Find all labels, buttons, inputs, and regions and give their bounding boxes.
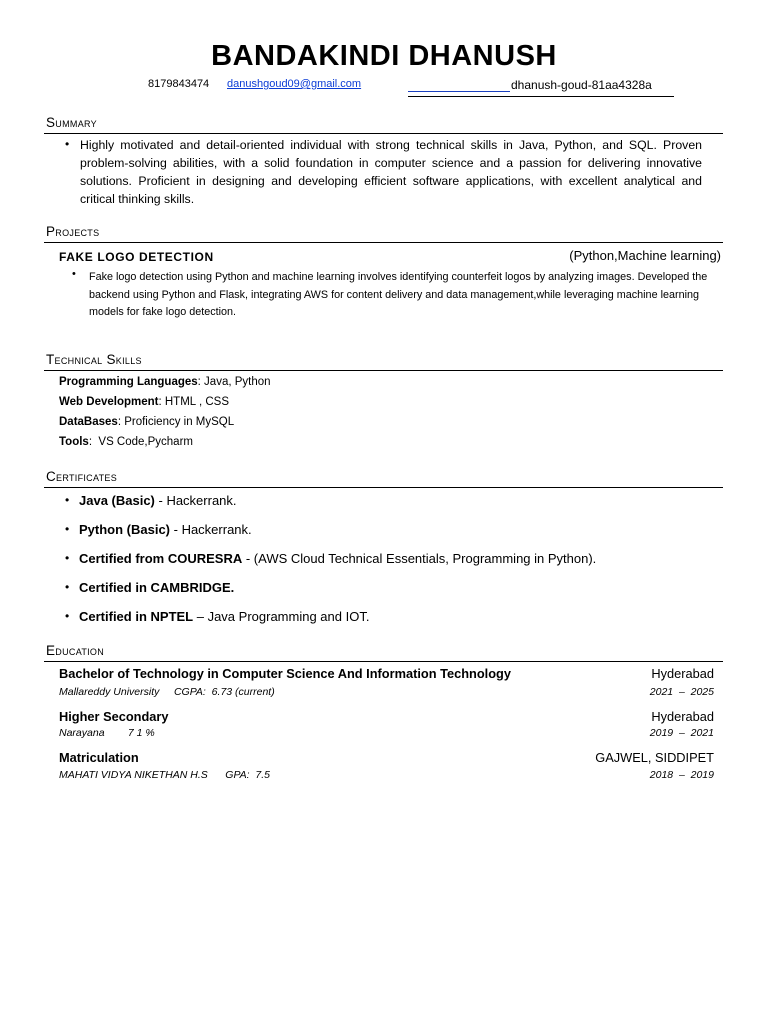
certificate-bullet: • (65, 551, 70, 565)
education-dates: 2021 – 2025 (649, 686, 714, 698)
section-rule-skills (44, 370, 723, 371)
section-rule-projects (44, 242, 723, 243)
certificate-bullet: • (65, 580, 70, 594)
section-title-education: Education (46, 643, 105, 658)
certificate-item: Python (Basic) - Hackerrank. (79, 522, 252, 537)
summary-bullet: • (65, 137, 70, 151)
education-detail: MAHATI VIDYA NIKETHAN H.S GPA: 7.5 (59, 769, 271, 781)
candidate-name: BANDAKINDI DHANUSH (211, 40, 557, 72)
certificate-bullet: • (65, 609, 70, 623)
education-degree: Bachelor of Technology in Computer Science And Information Technology (59, 666, 511, 681)
skill-row: Tools: VS Code,Pycharm (59, 436, 193, 448)
certificate-item: Certified in CAMBRIDGE. (79, 580, 235, 595)
section-rule-education (44, 661, 723, 662)
section-rule-certificates (44, 487, 723, 488)
education-detail: Narayana 7 1 % (59, 727, 155, 739)
education-location: GAJWEL, SIDDIPET (595, 750, 714, 765)
education-degree: Higher Secondary (59, 709, 169, 724)
certificate-item: Java (Basic) - Hackerrank. (79, 493, 237, 508)
section-title-certificates: Certificates (46, 469, 118, 484)
education-location: Hyderabad (651, 709, 714, 724)
summary-text: Highly motivated and detail-oriented individual with strong technical skills in Java, Python, and SQL. Proven problem-solving abilities, with a solid foundation in computer science and a passion for delivering innovative solutions. Proficient in designing and developing efficient software applications, with excellent analytical and critical thinking skills. (80, 138, 702, 206)
project-description: Fake logo detection using Python and machine learning involves identifying counterfeit logos by analyzing images. Developed the backend using Python and Flask, integrating AWS for content delivery and data management,while leveraging machine learning models for fake logo detection. (89, 271, 708, 318)
education-dates: 2019 – 2021 (649, 727, 714, 739)
linkedin-underline (408, 91, 510, 92)
header-rule (408, 96, 674, 97)
education-location: Hyderabad (651, 666, 714, 681)
certificate-bullet: • (65, 493, 70, 507)
project-title: FAKE LOGO DETECTION (59, 250, 214, 264)
education-degree: Matriculation (59, 750, 139, 765)
section-rule-summary (44, 133, 723, 134)
skill-row: DataBases: Proficiency in MySQL (59, 416, 235, 428)
project-bullet: • (72, 268, 76, 280)
phone-number: 8179843474 (148, 78, 210, 90)
education-dates: 2018 – 2019 (649, 769, 714, 781)
education-detail: Mallareddy University CGPA: 6.73 (current) (59, 686, 275, 698)
certificate-bullet: • (65, 522, 70, 536)
section-title-skills: Technical Skills (46, 352, 142, 367)
email-link[interactable]: danushgoud09@gmail.com (227, 78, 362, 90)
certificate-item: Certified from COURESRA - (AWS Cloud Technical Essentials, Programming in Python). (79, 551, 597, 566)
certificate-item: Certified in NPTEL – Java Programming and IOT. (79, 609, 370, 624)
linkedin-handle[interactable]: dhanush-goud-81aa4328a (511, 78, 652, 92)
skill-row: Programming Languages: Java, Python (59, 376, 271, 388)
section-title-summary: Summary (46, 115, 97, 130)
project-tech: (Python,Machine learning) (569, 248, 721, 263)
skill-row: Web Development: HTML , CSS (59, 396, 229, 408)
section-title-projects: Projects (46, 224, 100, 239)
